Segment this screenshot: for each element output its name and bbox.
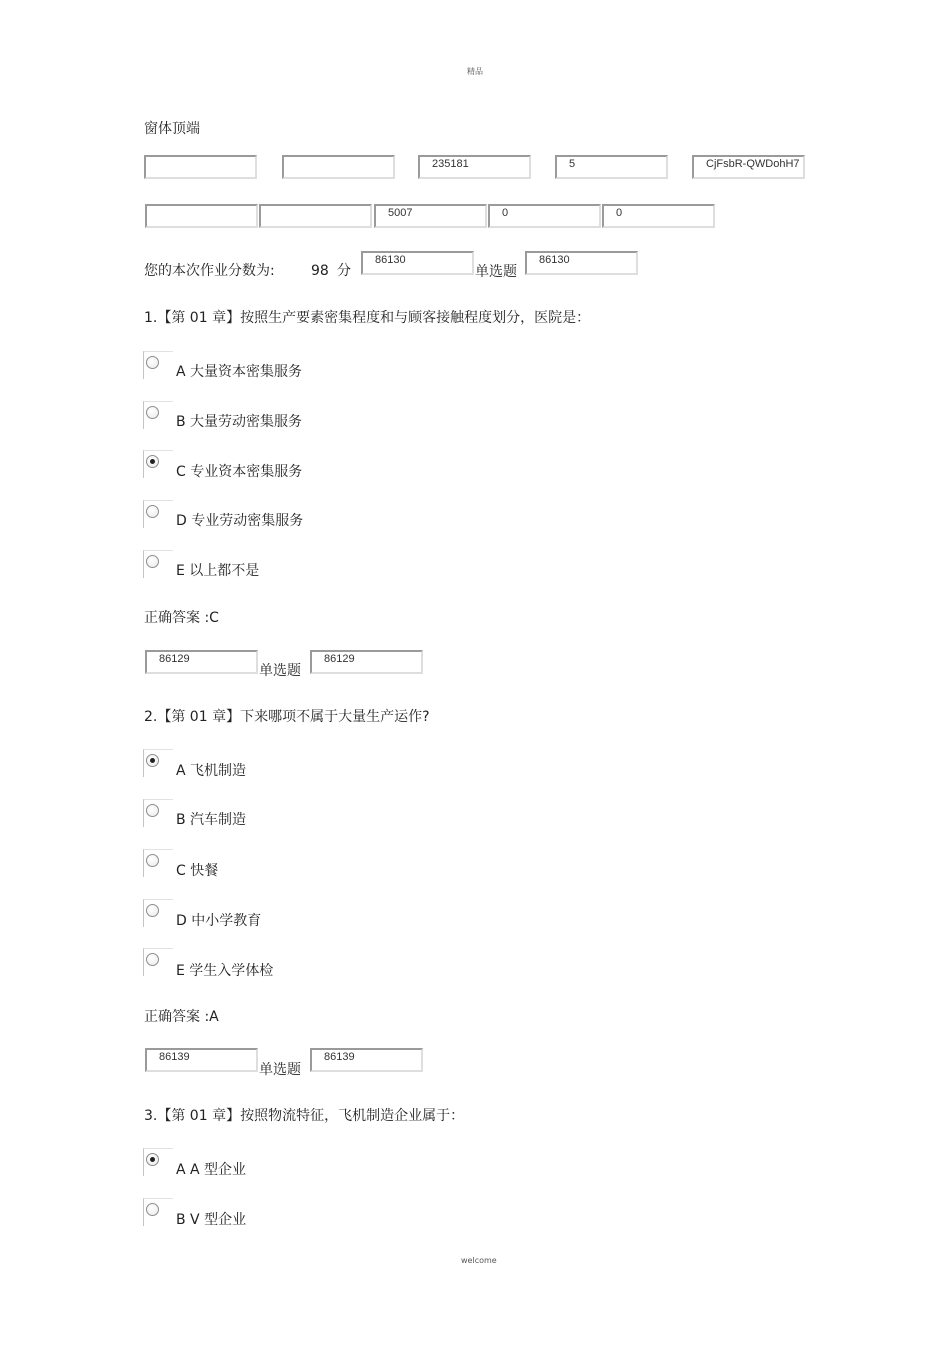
hidden-field-8[interactable]: 5007	[374, 204, 487, 228]
question-3-title: 3.【第 01 章】按照物流特征，飞机制造企业属于：	[144, 1108, 465, 1124]
hidden-field-5[interactable]: CjFsbR-QWDohH7	[692, 155, 805, 179]
q2-option-c-label: C 快餐	[176, 863, 219, 879]
score-label: 您的本次作业分数为:	[144, 263, 275, 279]
q1-option-e-label: E 以上都不是	[176, 563, 260, 579]
header-mark: 精品	[467, 67, 483, 76]
form-top-label: 窗体顶端	[144, 121, 200, 137]
q2-next-field-a[interactable]: 86139	[145, 1048, 258, 1072]
q1-next-type-label: 单选题	[259, 663, 301, 679]
question-type-label: 单选题	[475, 264, 517, 280]
q2-option-a-radio[interactable]	[146, 754, 159, 767]
q1-option-b-label: B 大量劳动密集服务	[176, 414, 303, 430]
hidden-field-9[interactable]: 0	[488, 204, 601, 228]
q1-option-e-radio[interactable]	[146, 555, 159, 568]
q3-option-a-radio[interactable]	[146, 1153, 159, 1166]
footer-mark: welcome	[461, 1256, 497, 1265]
q2-next-type-label: 单选题	[259, 1062, 301, 1078]
q2-option-c-radio[interactable]	[146, 854, 159, 867]
q2-option-b-label: B 汽车制造	[176, 812, 247, 828]
q2-option-e-label: E 学生入学体检	[176, 963, 274, 979]
q1-option-d-label: D 专业劳动密集服务	[176, 513, 304, 529]
score-field-a[interactable]: 86130	[361, 251, 474, 275]
q2-correct-answer: 正确答案 :A	[144, 1009, 219, 1025]
q2-option-e-radio[interactable]	[146, 953, 159, 966]
q3-option-b-label: B V 型企业	[176, 1212, 247, 1228]
score-value: 98	[311, 263, 329, 279]
q3-option-a-label: A A 型企业	[176, 1162, 247, 1178]
q2-option-b-radio[interactable]	[146, 804, 159, 817]
q2-option-d-label: D 中小学教育	[176, 913, 262, 929]
q2-option-a-label: A 飞机制造	[176, 763, 247, 779]
score-unit: 分	[337, 263, 351, 279]
hidden-field-4[interactable]: 5	[555, 155, 668, 179]
question-2-title: 2.【第 01 章】下来哪项不属于大量生产运作?	[144, 709, 430, 725]
q1-option-b-radio[interactable]	[146, 406, 159, 419]
q1-correct-answer: 正确答案 :C	[144, 610, 219, 626]
q1-option-a-label: A 大量资本密集服务	[176, 364, 303, 380]
hidden-field-2[interactable]	[282, 155, 395, 179]
q1-option-d-radio[interactable]	[146, 505, 159, 518]
question-1-title: 1.【第 01 章】按照生产要素密集程度和与顾客接触程度划分，医院是：	[144, 310, 591, 326]
hidden-field-7[interactable]	[259, 204, 372, 228]
q2-next-field-b[interactable]: 86139	[310, 1048, 423, 1072]
q1-next-field-a[interactable]: 86129	[145, 650, 258, 674]
q3-option-b-radio[interactable]	[146, 1203, 159, 1216]
hidden-field-6[interactable]	[145, 204, 258, 228]
score-field-b[interactable]: 86130	[525, 251, 638, 275]
q2-option-d-radio[interactable]	[146, 904, 159, 917]
hidden-field-1[interactable]	[144, 155, 257, 179]
q1-option-a-radio[interactable]	[146, 356, 159, 369]
q1-option-c-radio[interactable]	[146, 455, 159, 468]
hidden-field-3[interactable]: 235181	[418, 155, 531, 179]
hidden-field-10[interactable]: 0	[602, 204, 715, 228]
q1-option-c-label: C 专业资本密集服务	[176, 464, 303, 480]
q1-next-field-b[interactable]: 86129	[310, 650, 423, 674]
